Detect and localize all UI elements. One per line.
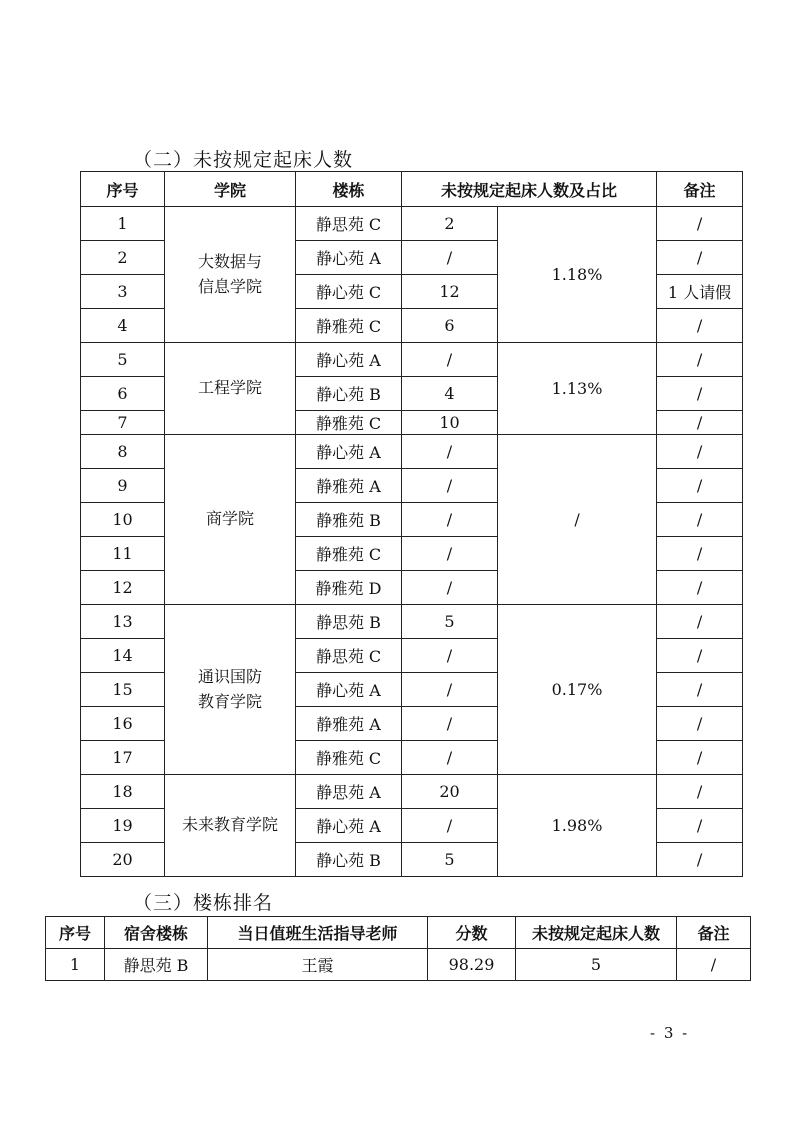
header-duty-teacher: 当日值班生活指导老师 [208,917,428,949]
header-note: 备注 [677,917,751,949]
table-row [81,605,743,639]
row-number: 4 [81,309,165,343]
note: / [657,809,743,843]
row-number: 8 [81,435,165,469]
building-name: 静雅苑 C [296,411,402,435]
late-count: 12 [402,275,498,309]
late-count: 10 [402,411,498,435]
college-name-line: 大数据与 [197,251,262,271]
note: / [657,241,743,275]
row-number: 7 [81,411,165,435]
late-count: 5 [402,843,498,877]
late-count: / [402,241,498,275]
college-name-line: 工程学院 [197,378,262,398]
building-name: 静心苑 B [296,377,402,411]
building-name: 静思苑 B [296,605,402,639]
late-count: 4 [402,377,498,411]
building-ranking-table [45,916,751,981]
page-number: - 3 - [650,1024,690,1042]
note: / [657,537,743,571]
note: / [657,503,743,537]
row-number: 6 [81,377,165,411]
late-count: 5 [516,949,677,981]
table-header-row [81,172,743,207]
header-no: 序号 [81,172,165,207]
late-count: 2 [402,207,498,241]
note: / [657,775,743,809]
note: / [657,639,743,673]
college-name-line: 商学院 [205,509,254,529]
row-number: 17 [81,741,165,775]
building-name: 静思苑 C [296,207,402,241]
row-number: 12 [81,571,165,605]
building-name: 静雅苑 B [296,503,402,537]
header-no: 序号 [46,917,105,949]
late-risers-table [80,171,743,877]
note: / [657,309,743,343]
late-count: / [402,435,498,469]
score: 98.29 [428,949,516,981]
header-dorm-building: 宿舍楼栋 [105,917,208,949]
college-name-line: 未来教育学院 [181,815,278,835]
late-count: / [402,639,498,673]
late-count: / [402,707,498,741]
row-number: 19 [81,809,165,843]
note: / [657,571,743,605]
building-name: 静雅苑 A [296,707,402,741]
header-late-count: 未按规定起床人数 [516,917,677,949]
row-number: 5 [81,343,165,377]
college-name-line: 教育学院 [197,691,262,711]
college-name-line: 通识国防 [197,666,262,686]
row-number: 20 [81,843,165,877]
late-count: / [402,537,498,571]
header-score: 分数 [428,917,516,949]
note: / [657,707,743,741]
header-note: 备注 [657,172,743,207]
college-name [165,605,296,775]
duty-teacher: 王霞 [208,949,428,981]
college-name [165,435,296,605]
late-count: / [402,571,498,605]
row-number: 18 [81,775,165,809]
note: / [657,673,743,707]
table-row [81,775,743,809]
college-name [165,207,296,343]
row-number: 1 [46,949,105,981]
late-count: / [402,469,498,503]
section-title-building-ranking: （三）楼栋排名 [133,892,274,914]
row-number: 15 [81,673,165,707]
late-ratio: 1.18% [498,207,657,343]
late-count: / [402,343,498,377]
table-header-row [46,917,751,949]
college-name [165,775,296,877]
late-count: / [402,809,498,843]
row-number: 14 [81,639,165,673]
row-number: 11 [81,537,165,571]
note: / [657,435,743,469]
table-row [81,207,743,241]
late-count: / [402,673,498,707]
note: / [657,741,743,775]
note: / [657,605,743,639]
building-name: 静心苑 C [296,275,402,309]
row-number: 3 [81,275,165,309]
building-name: 静心苑 A [296,809,402,843]
building-name: 静心苑 B [296,843,402,877]
college-name-line: 信息学院 [197,276,262,296]
dorm-building: 静思苑 B [105,949,208,981]
building-name: 静心苑 A [296,343,402,377]
note: 1 人请假 [657,275,743,309]
late-count: 6 [402,309,498,343]
late-ratio: / [498,435,657,605]
note: / [657,469,743,503]
building-name: 静雅苑 C [296,741,402,775]
late-count: 5 [402,605,498,639]
note: / [657,343,743,377]
late-ratio: 0.17% [498,605,657,775]
note: / [657,843,743,877]
building-name: 静雅苑 C [296,537,402,571]
late-ratio: 1.13% [498,343,657,435]
note: / [657,411,743,435]
building-name: 静思苑 C [296,639,402,673]
note: / [657,377,743,411]
building-name: 静雅苑 A [296,469,402,503]
header-building: 楼栋 [296,172,402,207]
late-ratio: 1.98% [498,775,657,877]
college-name [165,343,296,435]
late-count: 20 [402,775,498,809]
building-name: 静心苑 A [296,241,402,275]
table-row [46,949,751,981]
note: / [657,207,743,241]
note: / [677,949,751,981]
building-name: 静心苑 A [296,673,402,707]
building-name: 静雅苑 C [296,309,402,343]
section-title-late-risers: （二）未按规定起床人数 [133,149,354,171]
building-name: 静心苑 A [296,435,402,469]
header-count-ratio: 未按规定起床人数及占比 [402,172,657,207]
row-number: 16 [81,707,165,741]
row-number: 2 [81,241,165,275]
building-name: 静雅苑 D [296,571,402,605]
table-row [81,343,743,377]
row-number: 13 [81,605,165,639]
table-row [81,435,743,469]
row-number: 9 [81,469,165,503]
header-college: 学院 [165,172,296,207]
late-count: / [402,503,498,537]
row-number: 1 [81,207,165,241]
late-count: / [402,741,498,775]
row-number: 10 [81,503,165,537]
building-name: 静思苑 A [296,775,402,809]
